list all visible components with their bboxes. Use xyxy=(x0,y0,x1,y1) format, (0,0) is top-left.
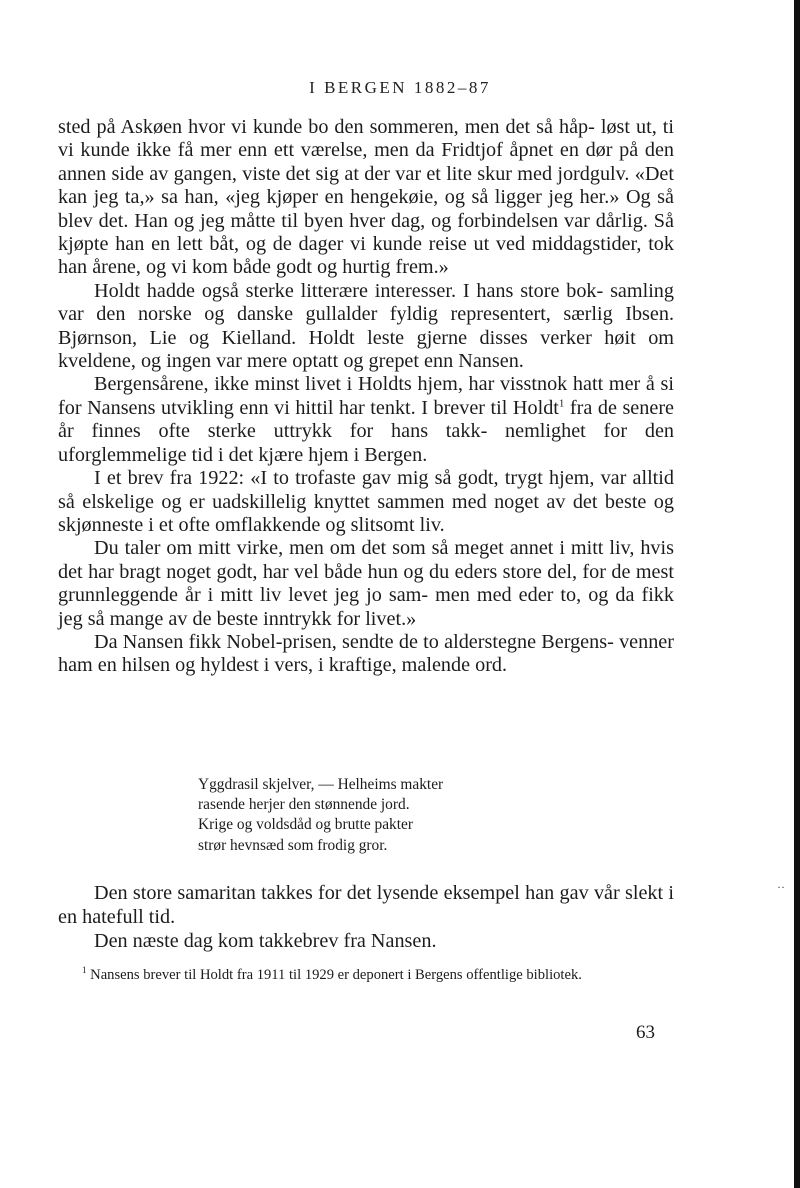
poem xyxy=(198,775,443,856)
closing-text xyxy=(58,881,674,953)
paragraph-text: fra de senere år finnes ofte sterke uttrykk for hans takk‐ nemlighet for den uforglemmelige tid i det kjære hjem i Bergen. xyxy=(58,396,674,466)
paragraph: Da Nansen fikk Nobel‐prisen, sendte de to alderstegne Bergens‐ venner ham en hilsen og hyldest i vers, i kraftige, malende ord. xyxy=(58,630,674,677)
footnote xyxy=(58,966,674,986)
scan-edge xyxy=(794,0,800,1188)
paragraph: sted på Askøen hvor vi kunde bo den sommeren, men det så håp‐ løst ut, ti vi kunde ikke få mer enn ett værelse, men da Fridtjof åpnet en dør på den annen side av gangen, viste det sig at der var et lite skur med jordgulv. «Det kan jeg ta,» sa han, «jeg kjøper en hengekøie, og så ligger jeg her.» Og så blev det. Han og jeg måtte til byen hver dag, og forbindelsen var dårlig. Så kjøpte han en lett båt, og de dager vi kunde reise ut ved middagstider, tok han årene, og vi kom både godt og hurtig frem.» xyxy=(58,116,674,279)
footnote-marker: 1 xyxy=(558,397,565,410)
footnote-text xyxy=(58,966,674,986)
body-text xyxy=(58,116,674,678)
paragraph-with-footnote xyxy=(58,373,674,467)
poem-line: rasende herjer den stønnende jord. xyxy=(198,796,410,814)
paragraph: Du taler om mitt virke, men om det som så meget annet i mitt liv, hvis det har bragt noget godt, har vel både hun og du eders store del, for de mest grunnleggende år i mitt liv levet jeg jo sam‐ men med eder to, og da fikk jeg så mange av de beste inntrykk for livet.» xyxy=(58,537,674,630)
paragraph: Den store samaritan takkes for det lysende eksempel han gav vår slekt i en hatefull tid. xyxy=(58,882,674,928)
paragraph: I et brev fra 1922: «I to trofaste gav mig så godt, trygt hjem, var alltid så elskelige og er uadskillelig knyttet sammen med noget av det beste og skjønneste i et ofte omflakkende og slitsomt liv. xyxy=(58,467,674,536)
margin-mark: ·· xyxy=(777,880,785,894)
page-number: 63 xyxy=(636,1022,655,1043)
poem-line: Krige og voldsdåd og brutte pakter xyxy=(198,816,413,834)
poem-line: Yggdrasil skjelver, — Helheims makter xyxy=(198,776,444,793)
paragraph: Den næste dag kom takkebrev fra Nansen. xyxy=(94,930,437,952)
footnote-marker: 1 xyxy=(82,965,87,976)
paragraph-text: Bergensårene, ikke minst livet i Holdts hjem, har visstnok hatt mer å si for Nansens utvikling enn vi hittil har tenkt. I brever til Holdt xyxy=(58,373,674,419)
paragraph: Holdt hadde også sterke litterære interesser. I hans store bok‐ samling var den norske og danske gullalder fyldig representert, særlig Ibsen. Bjørnson, Lie og Kielland. Holdt leste gjerne disses verker høit om kveldene, og ingen var mere optatt og grepet enn Nansen. xyxy=(58,279,674,373)
poem-line: strør hevnsæd som frodig gror. xyxy=(198,836,388,854)
footnote-body: Nansens brever til Holdt fra 1911 til 1929 er deponert i Bergens offentlige bibliotek. xyxy=(86,967,582,983)
running-head: I BERGEN 1882–87 xyxy=(309,78,491,97)
